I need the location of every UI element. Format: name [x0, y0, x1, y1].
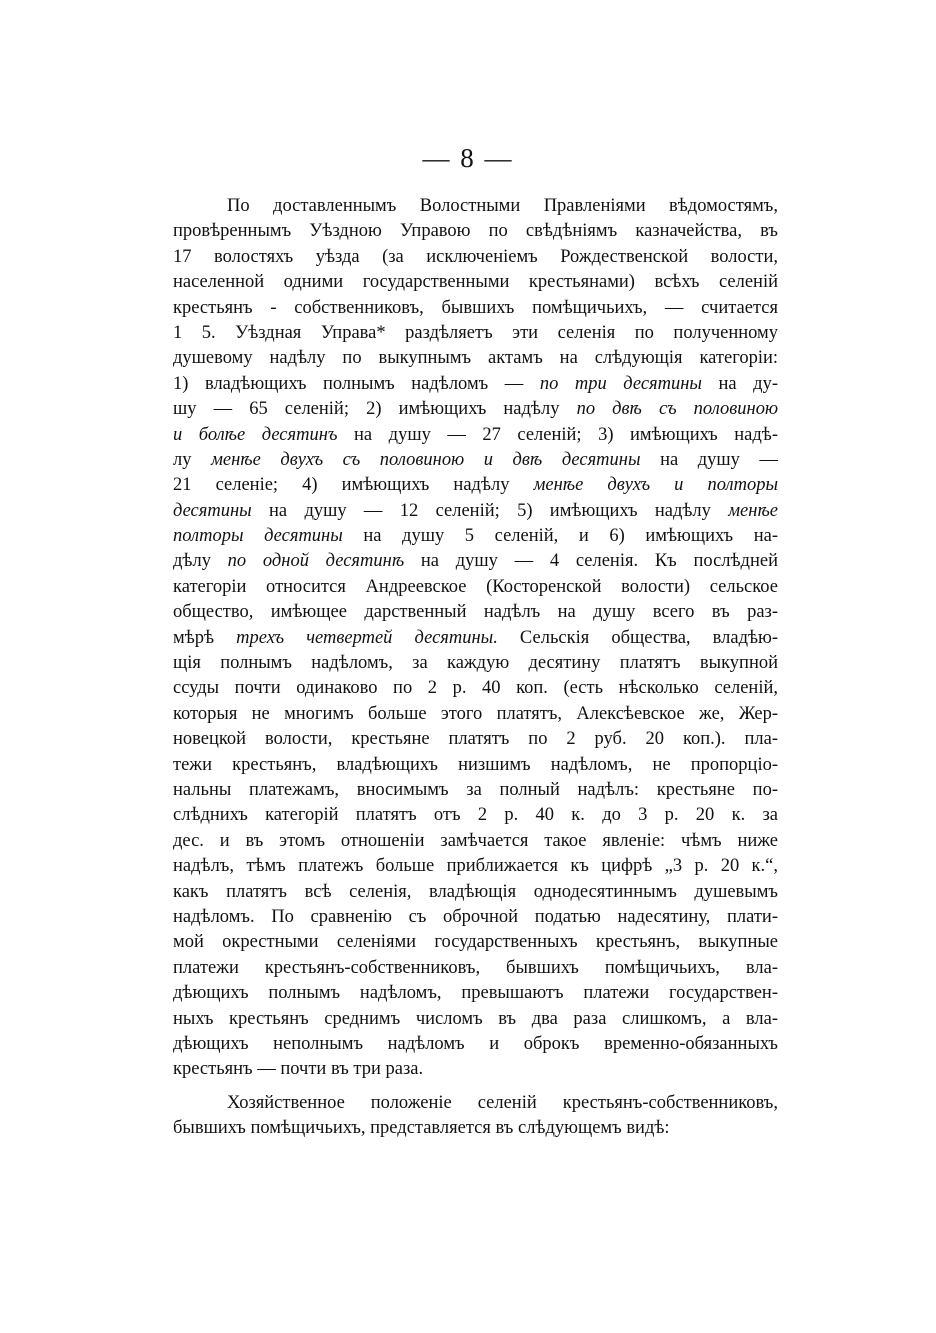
text-segment: 1 5. Уѣздная Управа* раздѣляетъ эти селенія по полученному — [173, 322, 778, 343]
text-segment: которыя не многимъ больше этого платятъ, Алексѣевское же, Жер- — [173, 703, 778, 724]
italic-phrase: и болѣе десятинъ — [173, 424, 338, 445]
text-line — [173, 1057, 778, 1082]
text-segment: на душу — 12 селеній; 5) имѣющихъ надѣлу — [251, 500, 729, 521]
text-segment: слѣднихъ категорій платятъ отъ 2 р. 40 к. до 3 р. 20 к. за — [173, 805, 778, 826]
text-segment: мой окрестными селеніями государственныхъ крестьянъ, выкупные — [173, 932, 778, 953]
text-line — [173, 219, 778, 244]
text-segment: крестьянъ - собственниковъ, бывшихъ помѣщичьихъ, — считается — [173, 297, 778, 318]
text-segment: ссуды почти одинаково по 2 р. 40 коп. (есть нѣсколько селеній, — [173, 678, 778, 699]
text-segment: провѣреннымъ Уѣздною Управою по свѣдѣніямъ казначейства, въ — [173, 221, 778, 242]
text-segment: По доставленнымъ Волостными Правленіями вѣдомостямъ, — [227, 196, 778, 216]
italic-phrase: менѣе — [728, 500, 778, 521]
text-segment: категоріи относится Андреевское (Косторенской волости) сельское — [173, 576, 778, 597]
text-line — [173, 575, 778, 600]
page-number: — 8 — — [422, 143, 514, 173]
text-segment: ныхъ крестьянъ среднимъ числомъ въ два раза слишкомъ, а вла- — [173, 1008, 778, 1029]
text-segment: 17 волостяхъ уѣзда (за исключеніемъ Рождественской волости, — [173, 246, 778, 267]
text-line — [173, 905, 778, 930]
text-segment: дес. и въ этомъ отношеніи замѣчается такое явленіе: чѣмъ ниже — [173, 830, 778, 851]
text-segment: новецкой волости, крестьяне платятъ по 2 руб. 20 коп.). пла- — [173, 729, 778, 750]
text-line — [173, 321, 778, 346]
text-line — [173, 727, 778, 752]
text-line — [173, 423, 778, 448]
paragraph-1 — [173, 194, 778, 1083]
text-line — [173, 499, 778, 524]
text-segment: какъ платятъ всѣ селенія, владѣющія однодесятиннымъ душевымъ — [173, 881, 778, 902]
text-segment: дѣлу — [173, 551, 228, 572]
text-segment: на душу — 27 селеній; 3) имѣющихъ надѣ- — [337, 424, 778, 445]
text-segment: надѣломъ. По сравненію съ оброчной податью надесятину, плати- — [173, 906, 778, 927]
text-segment: тежи крестьянъ, владѣющихъ низшимъ надѣломъ, не пропорціо- — [173, 754, 778, 775]
text-segment: бывшихъ помѣщичьихъ, представляется въ слѣдующемъ видѣ: — [173, 1118, 670, 1139]
italic-phrase: по три десятины — [539, 373, 702, 394]
text-segment: 1) владѣющихъ полнымъ надѣломъ — — [173, 373, 540, 394]
italic-phrase: полторы десятины — [173, 526, 343, 547]
text-segment: Сельскія общества, владѣю- — [497, 627, 779, 648]
text-segment: на ду- — [701, 373, 778, 394]
text-segment: на душу — 4 селенія. Къ послѣдней — [404, 551, 778, 572]
text-segment: шу — 65 селеній; 2) имѣющихъ надѣлу — [173, 399, 577, 420]
text-line — [173, 829, 778, 854]
italic-phrase: по одной десятинѣ — [227, 551, 405, 572]
body-text — [173, 194, 778, 1141]
text-line — [173, 600, 778, 625]
text-segment: на душу — — [640, 449, 778, 470]
text-line — [173, 753, 778, 778]
text-line — [173, 1032, 778, 1057]
text-segment: населенной одними государственными крестьянами) всѣхъ селеній — [173, 272, 778, 293]
text-line — [173, 854, 778, 879]
text-line — [173, 930, 778, 955]
text-line — [173, 296, 778, 321]
text-line — [173, 1091, 778, 1116]
text-line — [173, 778, 778, 803]
text-line — [173, 194, 778, 219]
text-line — [173, 956, 778, 981]
text-segment: платежи крестьянъ-собственниковъ, бывшихъ помѣщичьихъ, вла- — [173, 957, 778, 978]
text-line — [173, 372, 778, 397]
text-line — [173, 524, 778, 549]
text-segment: дѣющихъ полнымъ надѣломъ, превышаютъ платежи государствен- — [173, 983, 778, 1004]
text-line — [173, 880, 778, 905]
italic-phrase: менѣе двухъ съ половиною и двѣ десятины — [211, 449, 641, 470]
text-line — [173, 448, 778, 473]
text-line — [173, 803, 778, 828]
text-line — [173, 626, 778, 651]
text-line — [173, 676, 778, 701]
text-line — [173, 549, 778, 574]
text-segment: лу — [173, 449, 212, 470]
paragraph-2 — [173, 1091, 778, 1142]
text-segment: общество, имѣющее дарственный надѣлъ на душу всего въ раз- — [173, 602, 778, 623]
text-segment: Хозяйственное положеніе селеній крестьянъ-собственниковъ, — [227, 1092, 778, 1113]
text-segment: дѣющихъ неполнымъ надѣломъ и оброкъ временно-обязанныхъ — [173, 1033, 778, 1054]
text-segment: 21 селеніе; 4) имѣющихъ надѣлу — [173, 475, 534, 496]
text-segment: мѣрѣ — [173, 627, 237, 648]
italic-phrase: менѣе двухъ и полторы — [533, 475, 778, 496]
text-segment: щія полнымъ надѣломъ, за каждую десятину платятъ выкупной — [173, 653, 778, 674]
italic-phrase: по двѣ съ половиною — [576, 399, 778, 420]
text-line — [173, 651, 778, 676]
text-line — [173, 473, 778, 498]
text-line — [173, 346, 778, 371]
text-line — [173, 270, 778, 295]
text-line — [173, 1116, 778, 1141]
text-line — [173, 397, 778, 422]
text-segment: надѣлъ, тѣмъ платежъ больше приближается къ цифрѣ „3 р. 20 к.“, — [173, 856, 778, 877]
italic-phrase: трехъ четвертей десятины. — [236, 627, 498, 648]
text-segment: нальны платежамъ, вносимымъ за полный надѣлъ: крестьяне по- — [173, 779, 778, 800]
text-segment: крестьянъ — почти въ три раза. — [173, 1059, 424, 1080]
text-line — [173, 981, 778, 1006]
text-line — [173, 245, 778, 270]
text-line — [173, 1007, 778, 1032]
italic-phrase: десятины — [173, 500, 252, 521]
text-segment: душевому надѣлу по выкупнымъ актамъ на слѣдующія категоріи: — [173, 348, 778, 369]
text-line — [173, 702, 778, 727]
text-segment: на душу 5 селеній, и 6) имѣющихъ на- — [342, 526, 778, 547]
